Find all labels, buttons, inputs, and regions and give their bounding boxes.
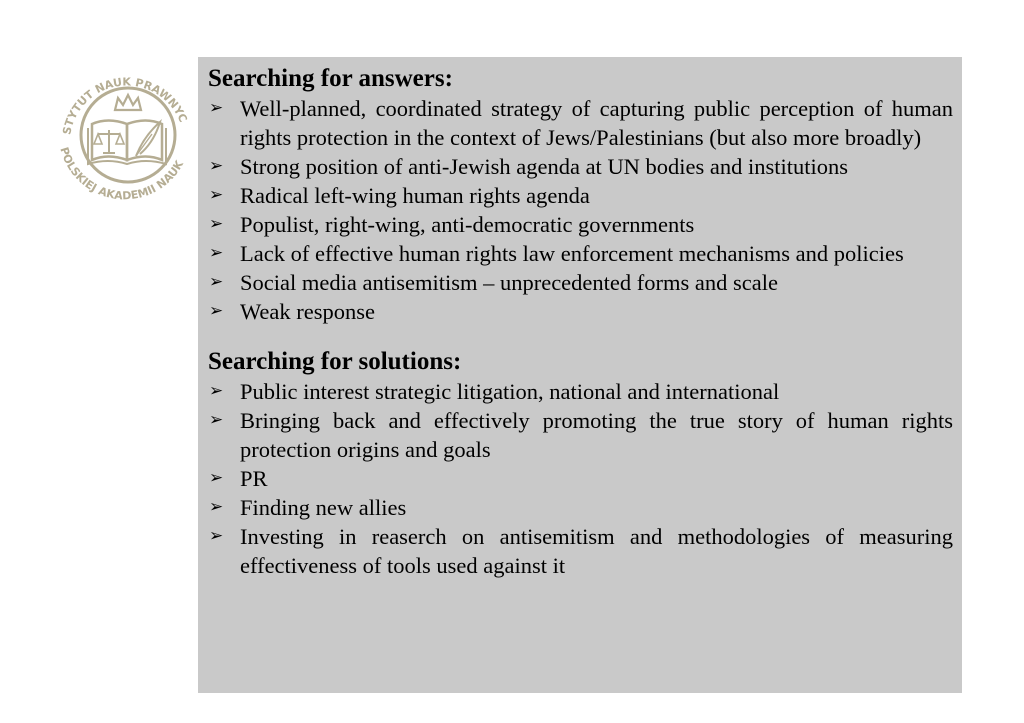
list-item-text: Public interest strategic litigation, national and international [240,379,780,404]
list-item-text: Radical left-wing human rights agenda [240,183,590,208]
solutions-list [208,377,953,580]
arrow-bullet-icon: ➢ [209,526,224,546]
list-item-text: Investing in reaserch on antisemitism and methodologies of measuring effectiveness of tools used against it [240,524,953,578]
logo-top-text: STYTUT NAUK PRAWNYC [60,75,190,136]
list-item [208,239,953,268]
list-item-text: Well-planned, coordinated strategy of capturing public perception of human rights protection in the context of Jews/Palestinians (but also more broadly) [240,96,953,150]
svg-text:INSTYTUT NAUK PRAWNYCH [48,52,190,136]
list-item-text: PR [240,466,268,491]
arrow-bullet-icon: ➢ [209,98,224,118]
list-item-text: Bringing back and effectively promoting the true story of human rights protection origins and goals [240,408,953,462]
list-item-text: Weak response [240,299,376,324]
arrow-bullet-icon: ➢ [209,301,224,321]
list-item [208,297,953,326]
institute-logo [48,52,202,206]
solutions-section [208,346,953,580]
list-item-text: Strong position of anti-Jewish agenda at UN bodies and institutions [240,154,849,179]
arrow-bullet-icon: ➢ [209,381,224,401]
list-item [208,181,953,210]
solutions-heading: Searching for solutions: [208,348,462,375]
logo-bottom-text: POLSKIEJ AKADEMII NAUK [57,145,187,203]
answers-section [208,63,953,326]
answers-list [208,94,953,326]
arrow-bullet-icon: ➢ [209,185,224,205]
list-item [208,522,953,580]
institute-seal-icon [48,52,202,206]
list-item [208,152,953,181]
content-panel [198,57,962,693]
list-item [208,464,953,493]
list-item-text: Social media antisemitism – unprecedented forms and scale [240,270,778,295]
list-item [208,268,953,297]
list-item-text: Populist, right-wing, anti-democratic governments [240,212,695,237]
list-item [208,94,953,152]
answers-heading: Searching for answers: [208,65,453,92]
list-item [208,406,953,464]
arrow-bullet-icon: ➢ [209,410,224,430]
arrow-bullet-icon: ➢ [209,156,224,176]
arrow-bullet-icon: ➢ [209,214,224,234]
list-item [208,210,953,239]
arrow-bullet-icon: ➢ [209,243,224,263]
list-item [208,377,953,406]
list-item-text: Finding new allies [240,495,407,520]
list-item [208,493,953,522]
arrow-bullet-icon: ➢ [209,468,224,488]
arrow-bullet-icon: ➢ [209,272,224,292]
list-item-text: Lack of effective human rights law enforcement mechanisms and policies [240,241,904,266]
arrow-bullet-icon: ➢ [209,497,224,517]
